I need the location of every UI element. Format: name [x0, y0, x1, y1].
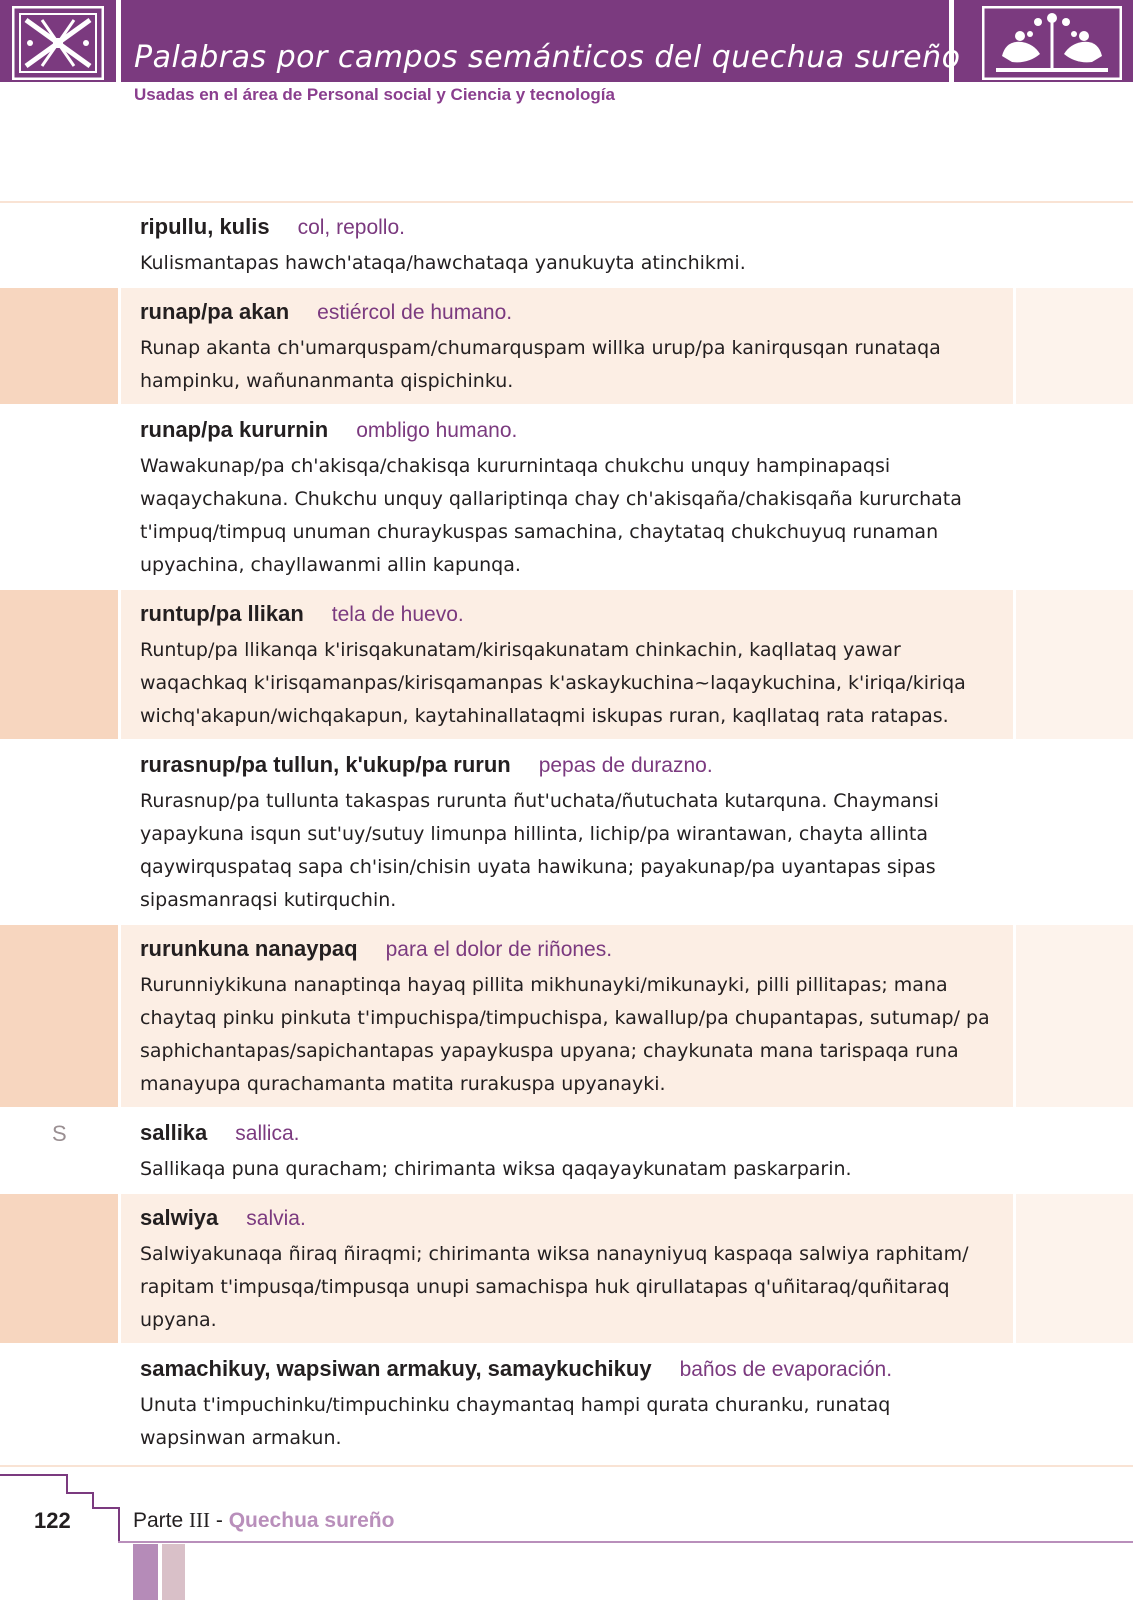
- footer-step-line: [92, 1507, 120, 1509]
- entry-gloss: baños de evaporación.: [679, 1358, 893, 1381]
- entry-gloss: tela de huevo.: [331, 603, 464, 626]
- entry-gloss: ombligo humano.: [356, 419, 518, 442]
- folk-birds-tree-logo-icon: [982, 6, 1122, 80]
- footer-rule: [118, 1541, 1133, 1543]
- page-header-subtitle: Usadas en el área de Personal social y Ciencia y tecnología: [134, 85, 615, 104]
- entry-gloss: estiércol de humano.: [317, 301, 513, 324]
- footer-step-line: [66, 1492, 94, 1494]
- footer-color-bar: [133, 1544, 158, 1600]
- entry-example: Rurunniykikuna nanaptinqa hayaq pillita mikhunayki/mikunayki, pilli pillitapas; mana chaytaq pinku pinkuta t'impuchispa/timpuchispa, kawallup/pa chupantapas, sutumap/ pa saphichantapas/sapichantapas yapaykuspa upyana; chaykunata mana tarispaqa runa manayupa qurachamanta matita rurakuspa upyanayki.: [140, 974, 990, 1095]
- section-letter: S: [52, 1121, 67, 1146]
- footer-step-line: [118, 1507, 120, 1543]
- footer-part-label: [133, 1508, 394, 1533]
- entry-gloss: sallica.: [235, 1122, 300, 1145]
- header-separator: [116, 0, 121, 82]
- footer-color-bar: [162, 1544, 185, 1600]
- entry-term: samachikuy, wapsiwan armakuy, samaykuchikuy: [140, 1356, 652, 1381]
- glossary-entry: [0, 590, 1133, 741]
- entry-term: ripullu, kulis: [140, 214, 270, 239]
- entry-example: Runtup/pa llikanqa k'irisqakunatam/kirisqakunatam chinkachin, kaqllataq yawar waqachkaq k'irisqamanpas/kirisqamanpas k'askaykuchina~laqaykuchina, k'iriqa/kiriqa wichq'akapun/wichqakapun, kaytahinallataqmi iskupas ruran, kaqllataq rata ratapas.: [140, 639, 966, 727]
- entry-example: Runap akanta ch'umarquspam/chumarquspam willka urup/pa kanirqusqan runataqa hampinku, wañunanmanta qispichinku.: [140, 337, 941, 392]
- entry-term: runap/pa akan: [140, 299, 290, 324]
- geometric-knot-logo-icon: [12, 6, 104, 80]
- page-header-title: Palabras por campos semánticos del quechua sureño: [134, 40, 961, 75]
- footer-part-roman: III: [189, 1508, 211, 1532]
- glossary-entry: [0, 741, 1133, 925]
- entry-term: sallika: [140, 1120, 208, 1145]
- glossary-entry: [0, 1194, 1133, 1345]
- entry-example: Salwiyakunaqa ñiraq ñiraqmi; chirimanta wiksa nanayniyuq kaspaqa salwiya raphitam/ rapitam t'impusqa/timpusqa unupi samachispa huk qirullatapas q'uñitaraq/quñitaraq upyana.: [140, 1243, 969, 1331]
- page-number: 122: [34, 1508, 71, 1533]
- entry-term: rurasnup/pa tullun, k'ukup/pa rurun: [140, 752, 511, 777]
- entry-example: Wawakunap/pa ch'akisqa/chakisqa kururnintaqa chukchu unquy hampinapaqsi waqaychakuna. Chukchu unquy qallariptinqa chay ch'akisqaña/chakisqaña kururchata t'impuq/timpuq unuman churaykuspas samachina, chaytataq chukchuyuq runaman upyachina, chayllawanmi allin kapunqa.: [140, 455, 962, 576]
- glossary-entry: [0, 925, 1133, 1109]
- entry-example: Sallikaqa puna quracham; chirimanta wiksa qaqayaykunatam paskarparin.: [140, 1158, 852, 1180]
- footer-part-language: Quechua sureño: [228, 1509, 395, 1532]
- glossary-entry: [0, 288, 1133, 406]
- glossary-entry: [0, 1345, 1133, 1463]
- entry-gloss: para el dolor de riñones.: [385, 938, 613, 961]
- list-end-divider: [0, 1465, 1133, 1467]
- footer-part-prefix: Parte: [133, 1509, 184, 1532]
- footer-part-separator: -: [215, 1509, 223, 1532]
- entry-gloss: col, repollo.: [297, 216, 405, 239]
- entry-term: runap/pa kururnin: [140, 417, 329, 442]
- footer-step-line: [66, 1474, 68, 1494]
- entry-gloss: pepas de durazno.: [538, 754, 713, 777]
- glossary-entry: [0, 406, 1133, 590]
- glossary-list: [0, 201, 1133, 1467]
- footer-step-line: [0, 1474, 68, 1476]
- glossary-entry: [0, 203, 1133, 288]
- entry-gloss: salvia.: [246, 1207, 306, 1230]
- entry-term: rurunkuna nanaypaq: [140, 936, 358, 961]
- entry-example: Kulismantapas hawch'ataqa/hawchataqa yanukuyta atinchikmi.: [140, 252, 746, 274]
- entry-term: salwiya: [140, 1205, 219, 1230]
- entry-term: runtup/pa llikan: [140, 601, 304, 626]
- entry-example: Rurasnup/pa tulluntа takaspas rurunta ñut'uchata/ñutuchata kutarquna. Chaymansi yapaykuna isqun sut'uy/sutuy limunpa hillinta, lichip/pa wirantawan, chayta allinta qaywirquspataq sapa ch'isin/chisin uyata hawikuna; payakunap/pa uyantapas sipas sipasmanraqsi kutirquchin.: [140, 790, 939, 911]
- entry-example: Unuta t'impuchinku/timpuchinku chaymantaq hampi qurata churanku, runataq wapsinwan armakun.: [140, 1394, 891, 1449]
- glossary-entry: [0, 1109, 1133, 1194]
